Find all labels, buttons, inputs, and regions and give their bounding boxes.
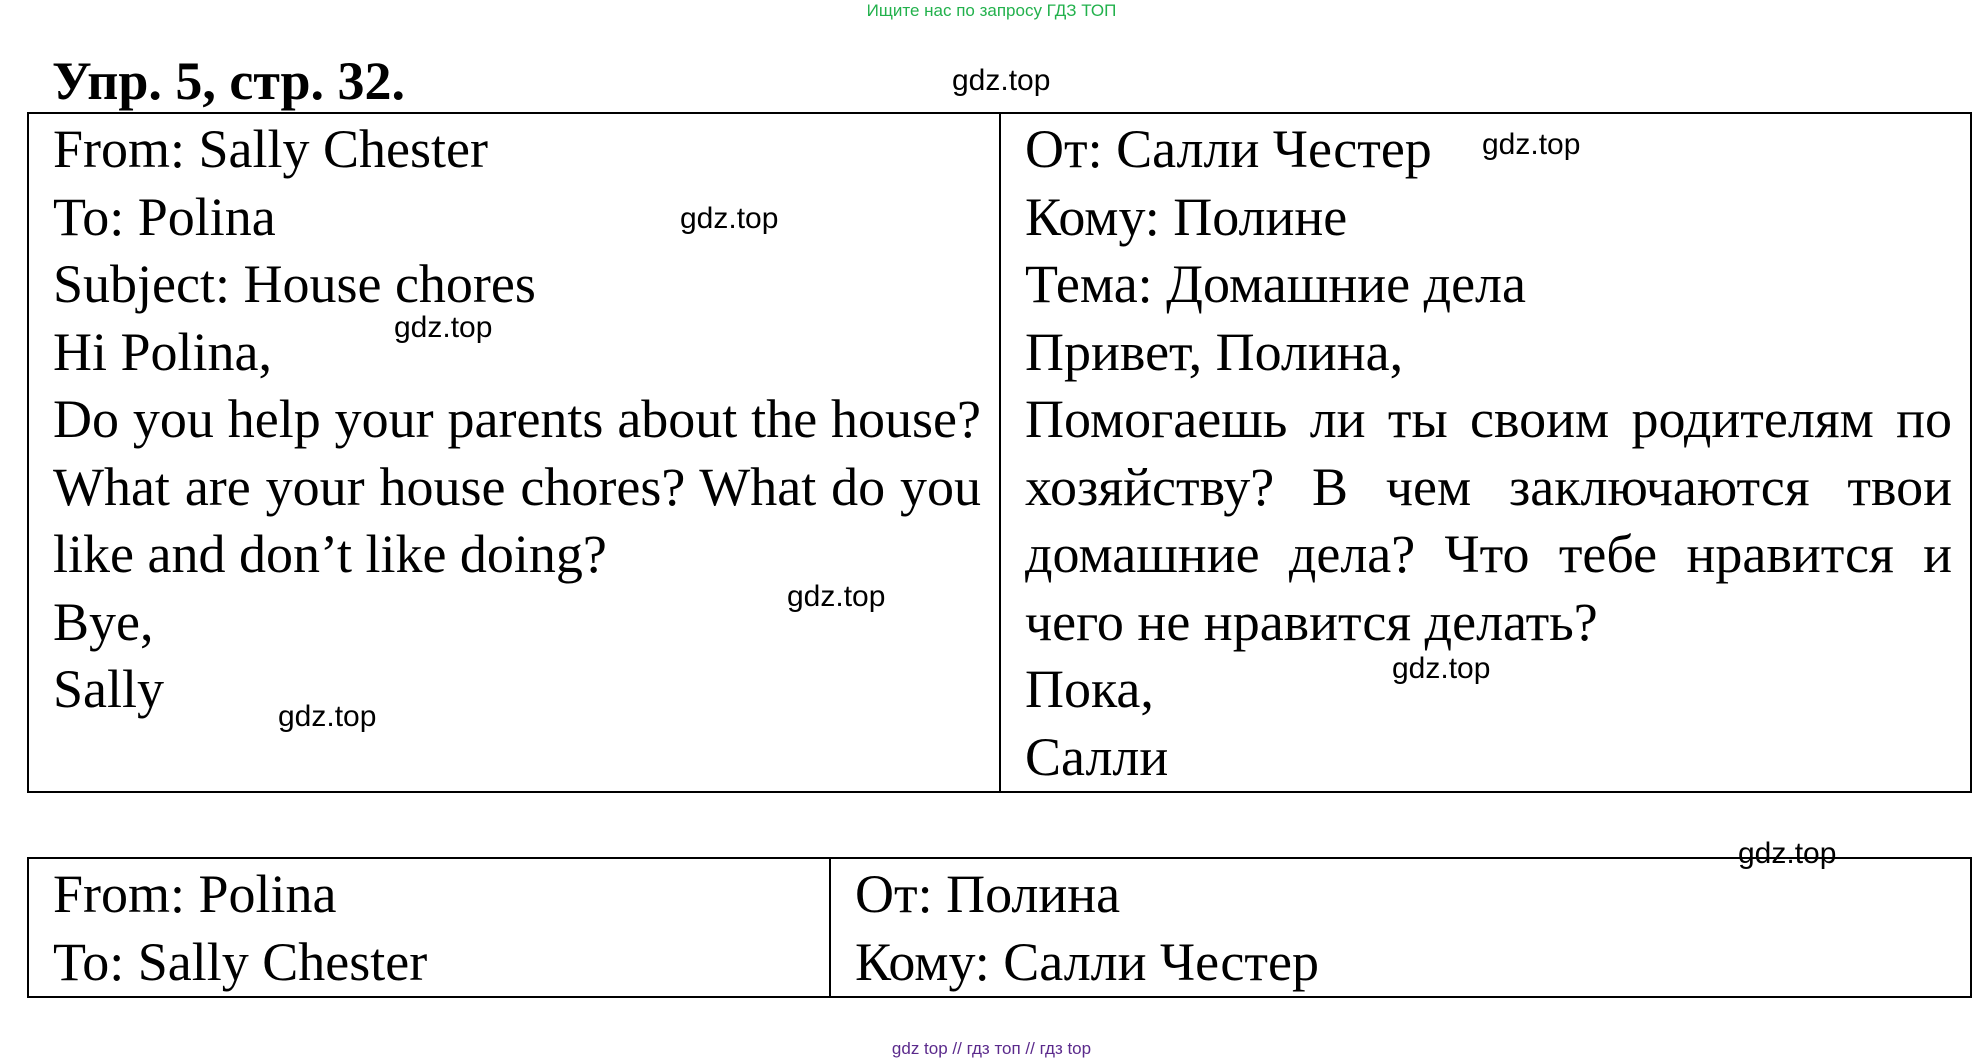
letter-table-sally [27,112,1972,793]
reply-to-line: To: Sally Chester [53,931,428,992]
russian-reply-cell [830,858,1971,997]
closing-line: Bye, [53,591,154,652]
watermark: gdz.top [1738,837,1837,870]
russian-reply-content [831,859,1970,996]
letter-table-polina [27,857,1972,998]
watermark: gdz.top [278,700,377,733]
to-line: To: Polina [53,186,276,247]
russian-translation-content [1001,114,1970,791]
subject-line: Subject: House chores [53,254,536,314]
subject-line-ru: Тема: Домашние дела [1025,254,1526,314]
reply-from-line-ru: От: Полина [855,864,1121,924]
signature-line-ru: Салли [1025,726,1169,787]
russian-translation-cell [1000,113,1971,792]
signature-line: Sally [53,659,165,719]
greeting-line-ru: Привет, Полина, [1025,321,1404,382]
watermark: gdz.top [1392,652,1491,685]
letter-table-row [28,113,1971,792]
watermark: gdz.top [1482,128,1581,161]
footer-banner: gdz top // гдз топ // гдз top [891,1039,1092,1058]
to-line-ru: Кому: Полине [1025,186,1348,247]
english-reply-cell [28,858,830,997]
watermark: gdz.top [952,64,1051,97]
watermark: gdz.top [787,580,886,613]
watermark: gdz.top [680,202,779,235]
english-letter-content [29,114,999,724]
english-reply-content [29,859,829,996]
closing-line-ru: Пока, [1025,659,1154,719]
english-letter-cell [28,113,1000,792]
greeting-line: Hi Polina, [53,321,273,382]
exercise-title: Упр. 5, стр. 32. [52,51,406,111]
from-line: From: Sally Chester [53,119,488,179]
reply-to-line-ru: Кому: Салли Честер [855,931,1319,992]
letter-body: Do you help your parents about the house? What are your house chores? What do you like and don’t like doing? [53,389,981,584]
from-line-ru: От: Салли Честер [1025,119,1432,179]
search-hint-banner: Ищите нас по запросу ГДЗ ТОП [866,1,1117,20]
letter-body-ru: Помогаешь ли ты своим родителям по хозяйству? В чем заключаются твои домашние дела? Что тебе нравится и чего не нравится делать? [1025,389,1952,652]
watermark: gdz.top [394,311,493,344]
reply-from-line: From: Polina [53,864,337,924]
letter-table-row [28,858,1971,997]
